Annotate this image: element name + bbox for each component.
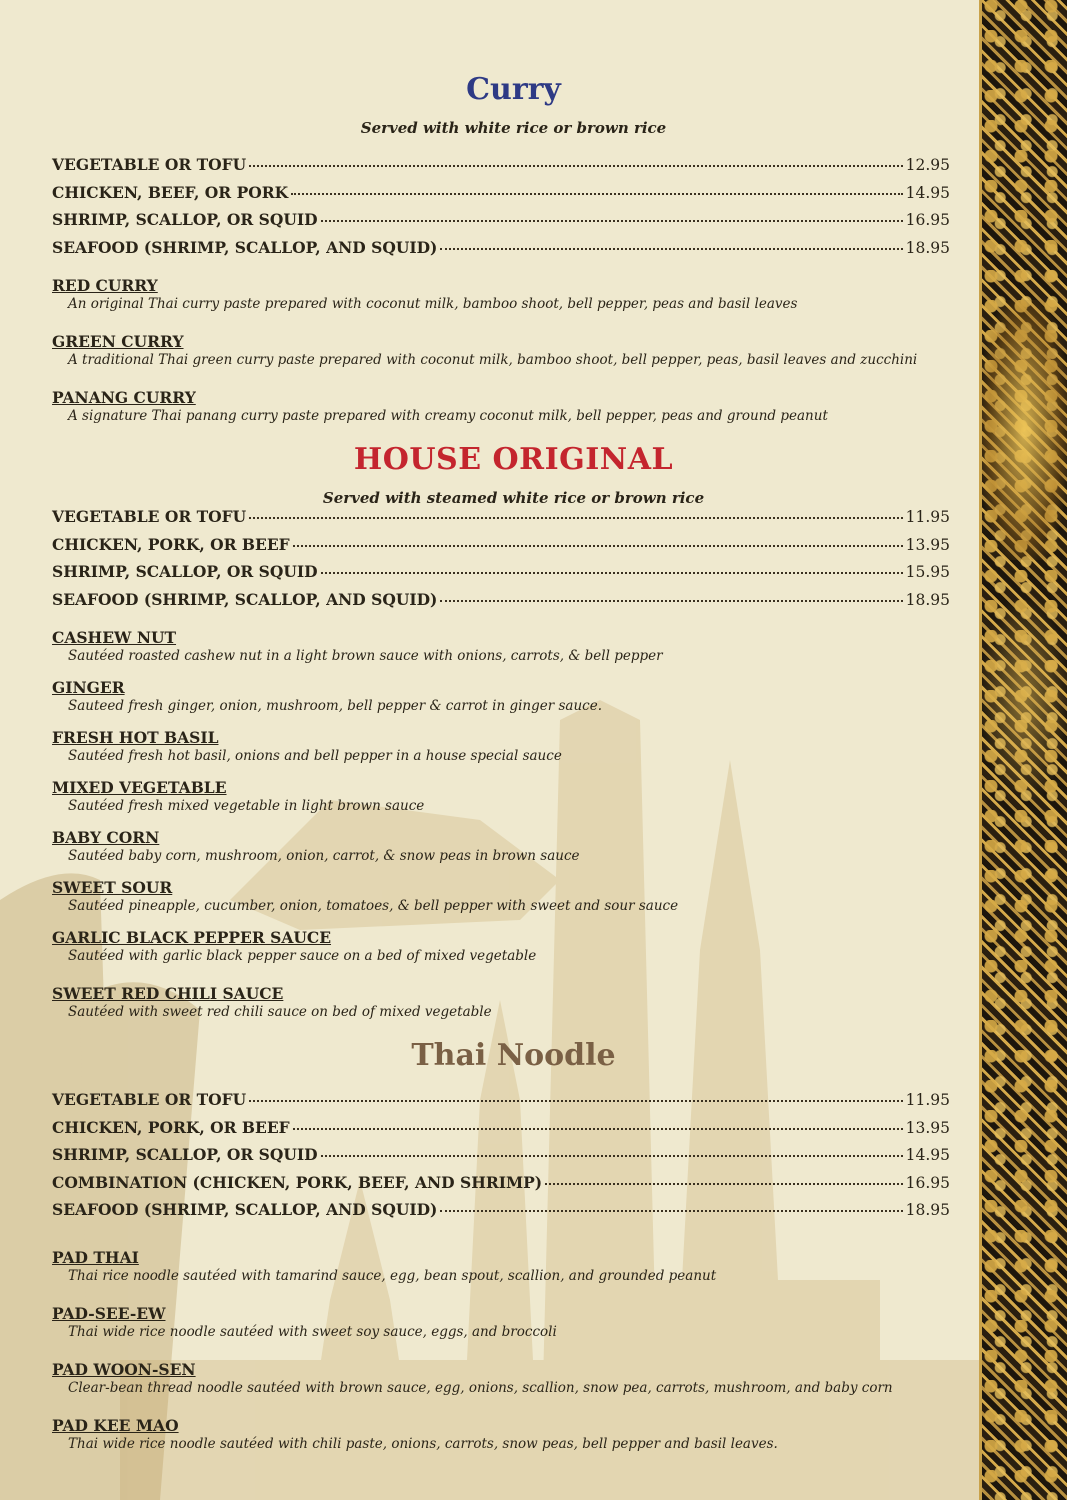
dot-leader [321,1155,903,1157]
price-item-name: SHRIMP, SCALLOP, OR SQUID [52,1145,318,1164]
price-row [52,1200,950,1220]
dish-name: CASHEW NUT [52,628,177,647]
dot-leader [321,220,903,222]
dot-leader [440,1210,902,1212]
decorative-border-strip [979,0,1067,1500]
dish-description: Thai wide rice noodle sautéed with sweet soy sauce, eggs, and broccoli [68,1324,557,1340]
dish-name: FRESH HOT BASIL [52,728,219,747]
price-value: 16.95 [905,211,950,229]
dish-description: Sautéed roasted cashew nut in a light brown sauce with onions, carrots, & bell pepper [68,648,663,664]
dish-name: SWEET SOUR [52,878,173,897]
menu-dish [52,1360,932,1398]
dish-name: PAD THAI [52,1248,139,1267]
dot-leader [293,545,903,547]
price-value: 11.95 [905,1091,950,1109]
dot-leader [440,248,902,250]
menu-dish [52,332,932,370]
dish-name: GARLIC BLACK PEPPER SAUCE [52,928,332,947]
price-value: 14.95 [905,1146,950,1164]
price-value: 18.95 [905,239,950,257]
menu-dish [52,1416,932,1454]
price-value: 16.95 [905,1174,950,1192]
menu-dish [52,928,932,966]
price-value: 14.95 [905,184,950,202]
dish-name: MIXED VEGETABLE [52,778,227,797]
price-row [52,155,950,175]
dot-leader [249,165,902,167]
menu-dish [52,728,932,766]
dot-leader [321,572,903,574]
dish-description: Sautéed fresh mixed vegetable in light brown sauce [68,798,425,814]
price-item-name: VEGETABLE OR TOFU [52,155,247,174]
price-item-name: SHRIMP, SCALLOP, OR SQUID [52,210,318,229]
dish-name: PAD-SEE-EW [52,1304,166,1323]
menu-dish [52,778,932,816]
price-row [52,1118,950,1138]
price-row [52,210,950,230]
dish-name: GREEN CURRY [52,332,184,351]
price-row [52,1145,950,1165]
price-row [52,562,950,582]
dish-description: Sauteed fresh ginger, onion, mushroom, bell pepper & carrot in ginger sauce. [68,698,602,714]
price-item-name: CHICKEN, PORK, OR BEEF [52,535,290,554]
dish-name: BABY CORN [52,828,160,847]
menu-dish [52,276,932,314]
price-row [52,1090,950,1110]
dish-description: Thai wide rice noodle sautéed with chili paste, onions, carrots, snow peas, bell pepper and basil leaves. [68,1436,778,1452]
price-value: 11.95 [905,508,950,526]
price-value: 18.95 [905,1201,950,1219]
menu-dish [52,878,932,916]
menu-dish [52,388,932,426]
section-title-curry: Curry [466,72,561,107]
price-item-name: SHRIMP, SCALLOP, OR SQUID [52,562,318,581]
menu-dish [52,628,932,666]
section-subtitle-house-original: Served with steamed white rice or brown rice [322,489,705,507]
dish-description: Thai rice noodle sautéed with tamarind sauce, egg, bean spout, scallion, and grounded peanut [68,1268,717,1284]
dot-leader [440,600,902,602]
dot-leader [545,1183,903,1185]
dish-description: A traditional Thai green curry paste prepared with coconut milk, bamboo shoot, bell pepper, peas, basil leaves and zucchini [68,352,918,368]
price-item-name: SEAFOOD (SHRIMP, SCALLOP, AND SQUID) [52,238,438,257]
dish-description: Sautéed pineapple, cucumber, onion, tomatoes, & bell pepper with sweet and sour sauce [68,898,679,914]
dish-description: Sautéed with sweet red chili sauce on bed of mixed vegetable [68,1004,492,1020]
price-row [52,535,950,555]
price-value: 18.95 [905,591,950,609]
price-item-name: VEGETABLE OR TOFU [52,507,247,526]
price-item-name: VEGETABLE OR TOFU [52,1090,247,1109]
menu-dish [52,1304,932,1342]
section-title-thai-noodle: Thai Noodle [411,1038,616,1073]
price-item-name: CHICKEN, BEEF, OR PORK [52,183,289,202]
price-item-name: SEAFOOD (SHRIMP, SCALLOP, AND SQUID) [52,1200,438,1219]
dish-description: A signature Thai panang curry paste prepared with creamy coconut milk, bell pepper, peas and ground peanut [68,408,828,424]
dot-leader [291,193,903,195]
price-row [52,1173,950,1193]
price-item-name: COMBINATION (CHICKEN, PORK, BEEF, AND SHRIMP) [52,1173,543,1192]
dish-name: SWEET RED CHILI SAUCE [52,984,284,1003]
dish-name: PANANG CURRY [52,388,196,407]
dish-name: PAD WOON-SEN [52,1360,196,1379]
price-value: 13.95 [905,1119,950,1137]
dish-description: Sautéed fresh hot basil, onions and bell pepper in a house special sauce [68,748,562,764]
dot-leader [249,517,902,519]
deco-glow-upper [982,300,1067,560]
dish-name: GINGER [52,678,125,697]
section-subtitle-curry: Served with white rice or brown rice [360,119,667,137]
deco-glow-lower [982,600,1067,800]
dish-description: Sautéed baby corn, mushroom, onion, carrot, & snow peas in brown sauce [68,848,580,864]
menu-dish [52,678,932,716]
menu-dish [52,1248,932,1286]
dot-leader [293,1128,903,1130]
price-value: 12.95 [905,156,950,174]
dish-description: Sautéed with garlic black pepper sauce on a bed of mixed vegetable [68,948,537,964]
dot-leader [249,1100,902,1102]
menu-dish [52,984,932,1022]
dish-name: RED CURRY [52,276,158,295]
section-title-house-original: HOUSE ORIGINAL [353,442,674,477]
price-row [52,183,950,203]
price-value: 15.95 [905,563,950,581]
dish-name: PAD KEE MAO [52,1416,179,1435]
price-item-name: CHICKEN, PORK, OR BEEF [52,1118,290,1137]
price-row [52,507,950,527]
dish-description: Clear-bean thread noodle sautéed with brown sauce, egg, onions, scallion, snow pea, carrots, mushroom, and baby corn [68,1380,893,1396]
price-row [52,590,950,610]
price-item-name: SEAFOOD (SHRIMP, SCALLOP, AND SQUID) [52,590,438,609]
price-row [52,238,950,258]
menu-dish [52,828,932,866]
dish-description: An original Thai curry paste prepared with coconut milk, bamboo shoot, bell pepper, peas and basil leaves [68,296,798,312]
price-value: 13.95 [905,536,950,554]
